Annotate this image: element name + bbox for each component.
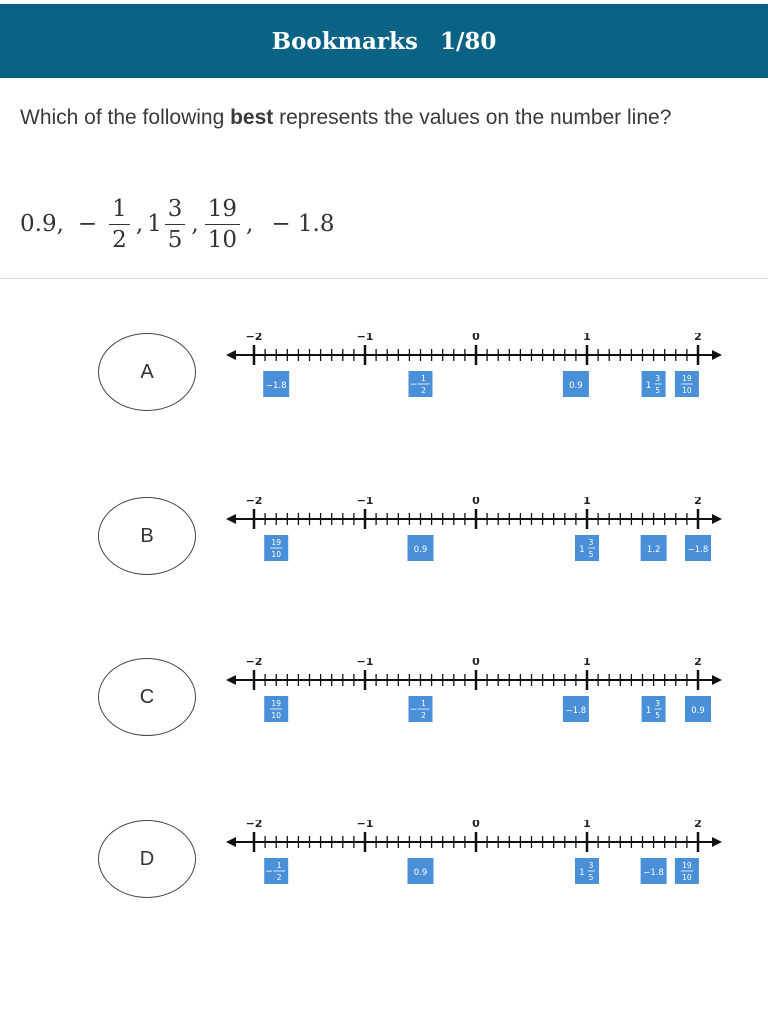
value-label-denominator: 10: [271, 550, 281, 559]
value-label-box: [264, 535, 288, 561]
value-negative: − 1.8: [271, 211, 335, 237]
number-line: [226, 658, 722, 690]
number-line: [226, 497, 722, 529]
divider: [0, 278, 768, 279]
bookmark-counter: 1/80: [439, 27, 497, 55]
value-label-box: [408, 858, 434, 884]
tick-label: 1: [583, 820, 591, 830]
tick-label: 0: [472, 820, 480, 830]
axis-arrow-right: [712, 675, 722, 685]
axis-arrow-left: [226, 837, 236, 847]
value-label-denominator: 2: [421, 386, 426, 395]
axis-arrow-right: [712, 514, 722, 524]
value-label-box: [675, 371, 699, 397]
tick-label: 1: [583, 658, 591, 668]
value-label-text: 0.9: [569, 381, 583, 391]
value-label-text: −1.8: [687, 545, 709, 555]
value-label-text: −1.8: [565, 706, 587, 716]
value-label-numerator: 19: [682, 861, 692, 870]
option-a-number-line: [0, 333, 768, 423]
value-label-numerator: 3: [655, 699, 660, 708]
value-label-sign: −: [265, 867, 273, 877]
tick-label: 2: [694, 497, 702, 507]
value-label-box: [409, 696, 433, 722]
axis-arrow-right: [712, 837, 722, 847]
option-d[interactable]: [0, 820, 768, 910]
option-b-number-line: [0, 497, 768, 587]
value-label-box: [575, 858, 599, 884]
value-label-numerator: 3: [655, 374, 660, 383]
value-label-box: [263, 371, 289, 397]
value-decimal: 0.9,: [20, 211, 64, 237]
values-expression: 0.9, − $\frac{1}{2}$ , 1 $\frac{3}{5}$ , $\frac{19}{10}$ , − 1.8: [20, 195, 335, 253]
value-label-denominator: 5: [588, 550, 594, 559]
axis-arrow-left: [226, 675, 236, 685]
value-label-sign: −: [409, 380, 418, 390]
value-label-whole: 1: [645, 706, 652, 716]
value-label-numerator: 1: [276, 861, 282, 870]
tick-label: −1: [356, 658, 374, 668]
value-label-whole: 1: [579, 545, 585, 555]
header-title: Bookmarks: [271, 27, 418, 55]
tick-label: −2: [245, 497, 263, 507]
value-label-numerator: 19: [271, 699, 281, 708]
value-mixed-frac: $\frac{3}{5}$: [165, 194, 186, 255]
value-label-text: 0.9: [413, 868, 428, 878]
value-label-whole: 1: [645, 381, 652, 391]
value-label-box: [575, 535, 599, 561]
value-label-box: [641, 535, 667, 561]
value-label-numerator: 1: [421, 699, 426, 708]
value-mixed-whole: 1: [147, 211, 162, 237]
tick-label: 0: [472, 497, 480, 507]
tick-label: −1: [356, 333, 374, 343]
value-label-box: [409, 371, 433, 397]
option-c-number-line: [0, 658, 768, 748]
value-label-denominator: 10: [682, 873, 692, 882]
value-label-denominator: 2: [276, 873, 282, 882]
header-bar: [0, 4, 768, 78]
number-line: [226, 333, 722, 365]
value-nineteen-tenths: $\frac{19}{10}$: [205, 194, 240, 255]
value-label-denominator: 5: [588, 873, 594, 882]
number-line: [226, 820, 722, 852]
value-label-text: 0.9: [691, 706, 705, 716]
option-a[interactable]: [0, 333, 768, 423]
value-label-whole: 1: [579, 868, 585, 878]
tick-label: 1: [583, 497, 591, 507]
axis-arrow-left: [226, 350, 236, 360]
option-a-button[interactable]: A: [98, 333, 196, 411]
option-b[interactable]: [0, 497, 768, 587]
tick-label: −2: [245, 658, 263, 668]
option-c[interactable]: [0, 658, 768, 748]
option-d-button[interactable]: D: [98, 820, 196, 898]
value-label-numerator: 19: [682, 374, 692, 383]
value-label-numerator: 1: [421, 374, 426, 383]
tick-label: −2: [245, 333, 263, 343]
value-label-box: [408, 535, 434, 561]
tick-label: 2: [694, 333, 702, 343]
value-label-box: [264, 696, 288, 722]
value-half: $\frac{1}{2}$: [109, 194, 130, 255]
value-label-text: −1.8: [643, 868, 664, 878]
value-label-numerator: 3: [588, 538, 594, 547]
axis-arrow-right: [712, 350, 722, 360]
value-label-denominator: 5: [655, 386, 660, 395]
question-text: Which of the following best represents the values on the number line?: [20, 106, 672, 129]
value-label-box: [685, 535, 711, 561]
option-c-button[interactable]: C: [98, 658, 196, 736]
tick-label: 2: [694, 658, 702, 668]
value-label-box: [563, 371, 589, 397]
value-label-text: 0.9: [413, 545, 428, 555]
value-label-box: [675, 858, 699, 884]
value-label-text: −1.8: [265, 381, 287, 391]
value-label-box: [563, 696, 589, 722]
tick-label: 2: [694, 820, 702, 830]
axis-arrow-left: [226, 514, 236, 524]
tick-label: 0: [472, 333, 480, 343]
value-label-denominator: 2: [421, 711, 426, 720]
value-label-denominator: 10: [682, 386, 692, 395]
tick-label: 1: [583, 333, 591, 343]
value-label-numerator: 3: [588, 861, 594, 870]
option-b-button[interactable]: B: [98, 497, 196, 575]
value-label-denominator: 10: [271, 711, 281, 720]
value-label-numerator: 19: [271, 538, 281, 547]
question-emphasis: best: [230, 106, 274, 129]
tick-label: −2: [245, 820, 263, 830]
value-label-sign: −: [409, 705, 418, 715]
value-label-box: [641, 858, 667, 884]
option-d-number-line: [0, 820, 768, 910]
tick-label: −1: [356, 820, 374, 830]
tick-label: 0: [472, 658, 480, 668]
value-label-text: 1.2: [646, 545, 661, 555]
value-label-box: [264, 858, 288, 884]
value-label-box: [642, 696, 666, 722]
value-label-denominator: 5: [655, 711, 660, 720]
value-label-box: [642, 371, 666, 397]
value-label-box: [685, 696, 711, 722]
tick-label: −1: [356, 497, 374, 507]
